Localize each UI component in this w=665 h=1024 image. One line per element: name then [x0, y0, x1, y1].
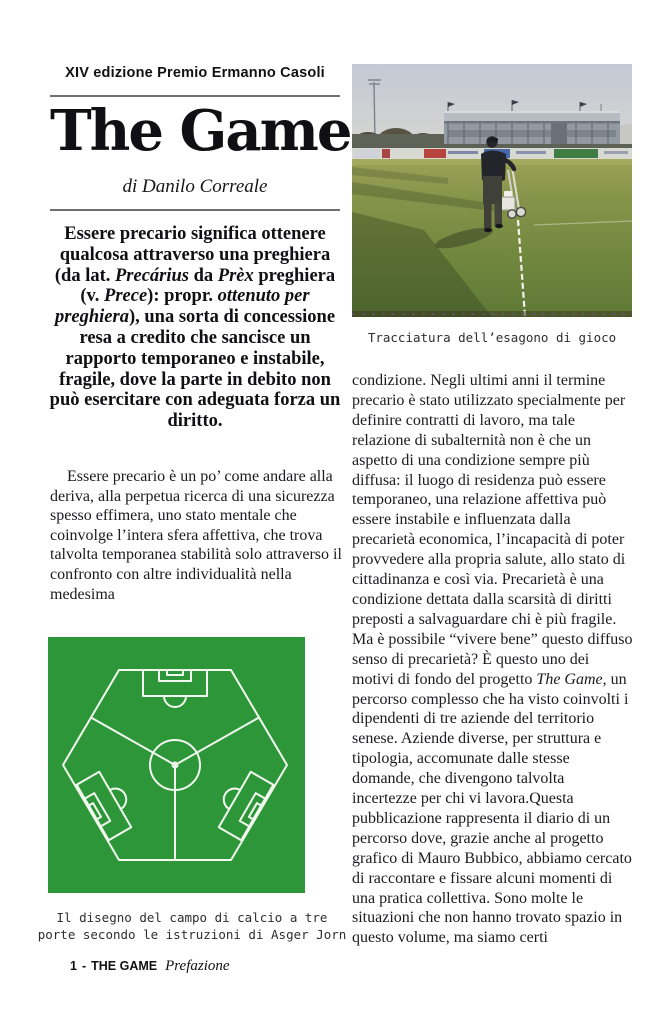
left-body-paragraph: Essere precario è un po’ come andare alla deriva, alla perpetua ricerca di una sicurezza spesso effimera, uno stato mentale che coinvolge l’intera sfera affettiva, che trova talvolta temporanea stabilità solo attraverso il confronto con altre individualità nella medesima: [50, 468, 342, 603]
field-photo: [352, 64, 632, 317]
section-title: Prefazione: [165, 958, 230, 974]
footer-dash: -: [81, 959, 87, 973]
grandstand: [444, 111, 620, 146]
book-title: THE GAME: [91, 959, 158, 973]
divider-under-byline: [50, 209, 340, 211]
lead-paragraph: Essere precario significa ottenere qualcosa attraverso una preghiera (da lat. Precárius da Prèx preghiera (v. Prece): propr. ottenuto per preghiera), una sorta di concessione resa a credito che sancisce un rapporto temporaneo e instabile, fragile, dove la parte in debito non può esercitare con adeguata forza un diritto.: [49, 224, 341, 432]
page-number: 1: [70, 959, 77, 973]
divider-top: [50, 95, 340, 97]
kicker: XIV edizione Premio Ermanno Casoli: [65, 65, 325, 81]
three-sided-pitch-diagram: [48, 637, 305, 893]
diagram-caption: Il disegno del campo di calcio a tre porte secondo le istruzioni di Asger Jorn: [37, 910, 347, 942]
photo-caption: Tracciatura dell’esagono di gioco: [367, 330, 617, 345]
page-footer: [70, 957, 230, 975]
right-body-paragraph: condizione. Negli ultimi anni il termine precario è stato utilizzato specialmente per definire contratti di lavoro, ma tale relazione di subalternità non è che un aspetto di una condizione sempre più diffusa: il luogo di residenza può essere temporaneo, una relazione affettiva può essere instabile e influenzata dalla precarietà economica, l’incapacità di poter provvedere alla propria salute, allo stato di cittadinanza e così via. Precarietà è una condizione dettata dalla scarsità di diritti preposti a salvaguardare chi è più fragile. Ma è possibile “vivere bene” questo diffuso senso di precarietà? È questo uno dei motivi di fondo del progetto The Game, un percorso complesso che ha visto coinvolti i dipendenti di tre aziende del territorio senese. Aziende diverse, per struttura e tipologia, accomunate dalle stesse domande, che divengono talvolta incertezze per chi vi lavora.Questa pubblicazione rappresenta il diario di un percorso dove, grazie anche al progetto grafico di Mauro Bubbico, abbiamo cercato di raccontare e fissare alcuni momenti di una pratica collettiva. Sono molte le situazioni che non hanno trovato spazio in questo volume, ma siamo certi: [352, 372, 633, 947]
page-title: The Game: [50, 98, 351, 164]
byline: di Danilo Correale: [122, 176, 268, 197]
